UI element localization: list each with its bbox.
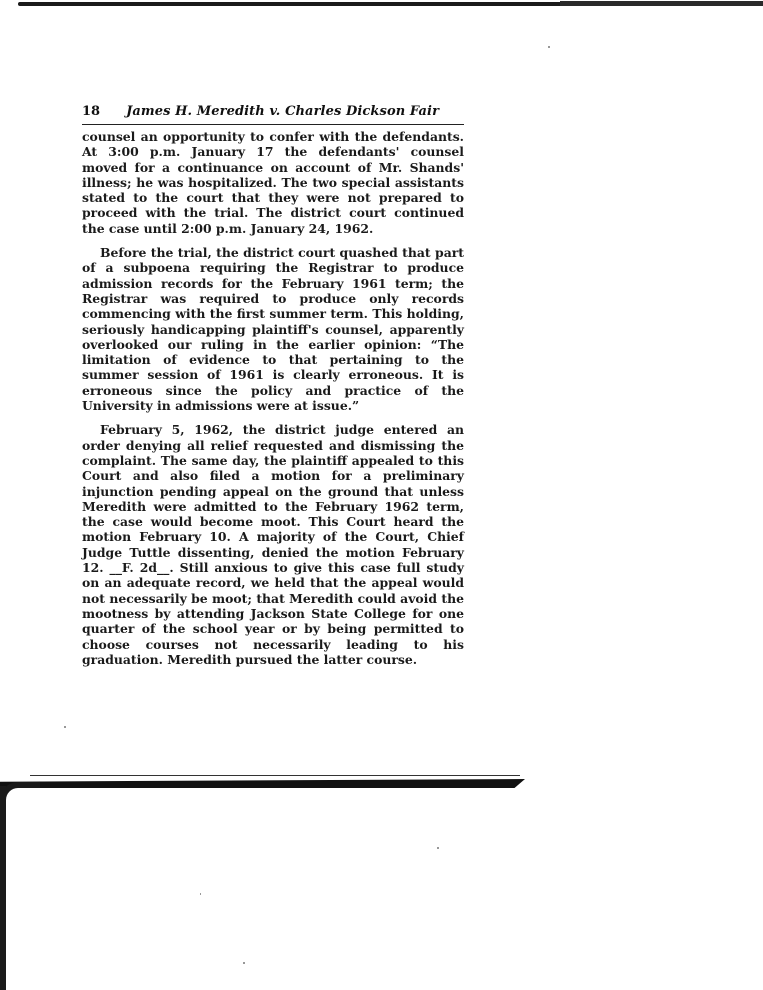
scan-bottom-line bbox=[30, 775, 520, 776]
page-header bbox=[82, 104, 464, 125]
running-title: James H. Meredith v. Charles Dickson Fair bbox=[126, 104, 440, 119]
scan-top-bar-right bbox=[560, 1, 763, 6]
page-number: 18 bbox=[82, 104, 101, 119]
document-page bbox=[82, 104, 464, 667]
scan-speck bbox=[437, 847, 439, 849]
scan-speck bbox=[243, 962, 245, 964]
paragraph-1: counsel an opportunity to confer with the defendants. At 3:00 p.m. January 17 the defendants' counsel moved for a continuance on account of Mr. Shands' illness; he was hospitalized. The two special assistants stated to the court that they were not prepared to proceed with the trial. The district court continued the case until 2:00 p.m. January 24, 1962. bbox=[82, 129, 464, 236]
scan-bottom-bar bbox=[0, 779, 525, 788]
scan-left-edge bbox=[0, 786, 6, 990]
paragraph-3: February 5, 1962, the district judge entered an order denying all relief requested and dismissing the complaint. The same day, the plaintiff appealed to this Court and also filed a motion for a preliminary injunction pending appeal on the ground that unless Meredith were admitted to the February 1962 term, the case would become moot. This Court heard the motion February 10. A majority of the Court, Chief Judge Tuttle dissenting, denied the motion February 12. __F. 2d__. Still anxious to give this case full study on an adequate record, we held that the appeal would not necessarily be moot; that Meredith could avoid the mootness by attending Jackson State College for one quarter of the school year or by being permitted to choose courses not necessarily leading to his graduation. Meredith pursued the latter course. bbox=[82, 422, 464, 667]
scan-top-edge bbox=[0, 0, 763, 10]
scan-speck bbox=[200, 893, 201, 895]
page-body bbox=[82, 129, 464, 667]
scan-speck bbox=[64, 726, 66, 728]
paragraph-2: Before the trial, the district court quashed that part of a subpoena requiring the Registrar to produce admission records for the February 1961 term; the Registrar was required to produce only records commencing with the first summer term. This holding, seriously handicapping plaintiff's counsel, apparently overlooked our ruling in the earlier opinion: “The limitation of evidence to that pertaining to the summer session of 1961 is clearly erroneous. It is erroneous since the policy and practice of the University in admissions were at issue.” bbox=[82, 245, 464, 414]
scan-top-bar bbox=[18, 2, 618, 6]
scan-speck bbox=[548, 46, 550, 48]
